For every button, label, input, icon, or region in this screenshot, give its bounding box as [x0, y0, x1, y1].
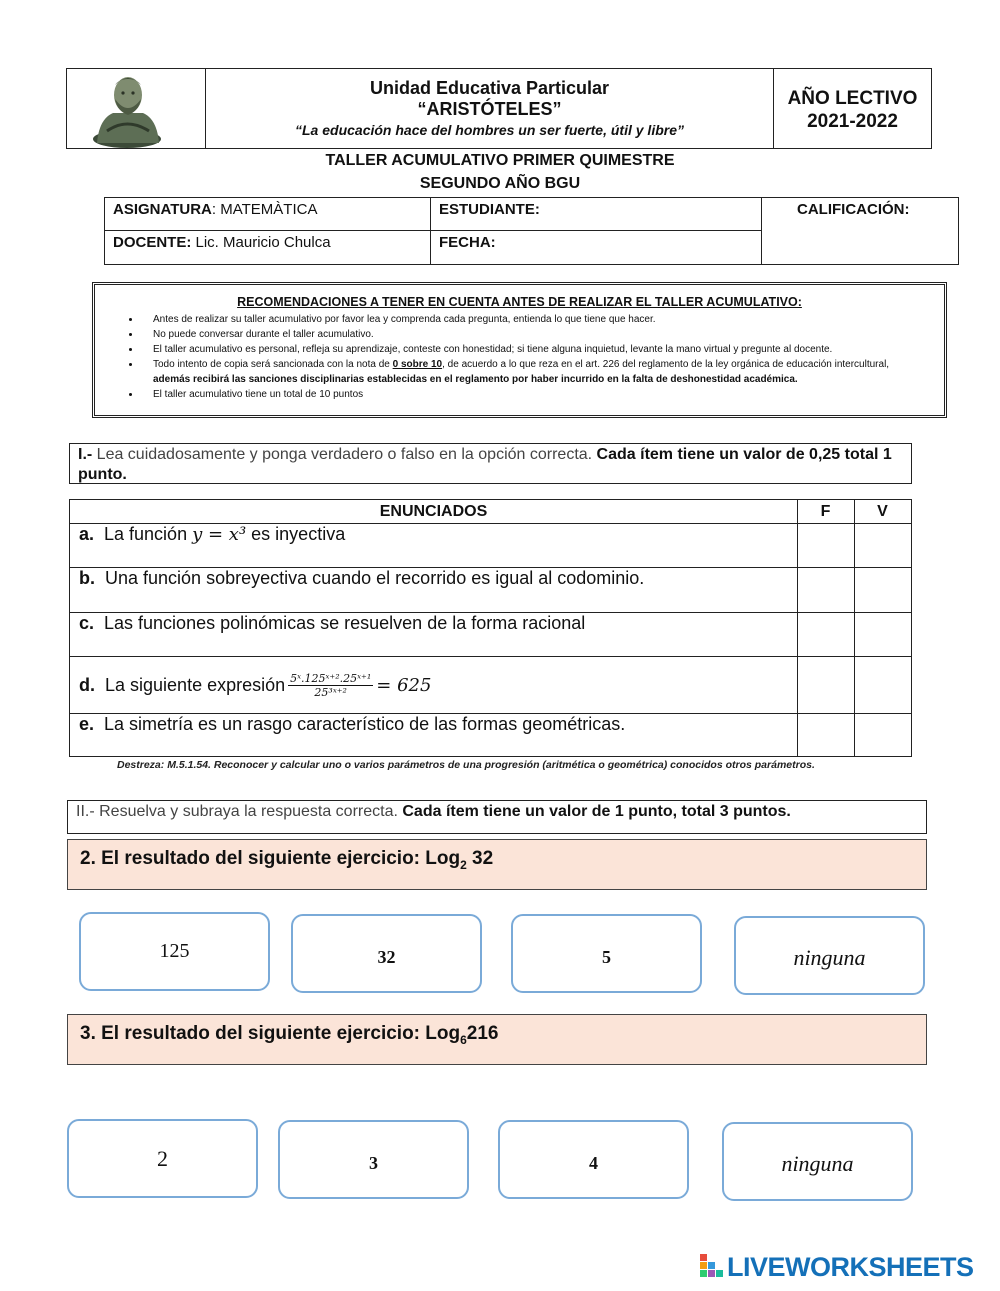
answer-cell-d-v[interactable]: [855, 657, 911, 713]
table-row: d. La siguiente expresión $\frac{\text{5ˣ.125ˣ⁺².25ˣ⁺¹}}{\text{25³ˣ⁺²}}$ = 625: [79, 671, 432, 699]
subject-value: : MATEMÀTICA: [211, 201, 318, 218]
school-motto: “La educación hace del hombres un ser fuerte, útil y libre”: [295, 122, 684, 138]
answer-cell-c-f[interactable]: [798, 613, 854, 656]
q2-option-2[interactable]: 32: [291, 914, 482, 993]
list-item: • El taller acumulativo tiene un total de 10 puntos: [141, 387, 930, 402]
q3-option-3[interactable]: 4: [498, 1120, 689, 1199]
list-item: • No puede conversar durante el taller acumulativo.: [141, 327, 930, 342]
school-logo: [67, 69, 206, 148]
q3-option-4[interactable]: ninguna: [722, 1122, 913, 1201]
aristotle-bust-image: [67, 69, 205, 150]
answer-cell-c-v[interactable]: [855, 613, 911, 656]
destreza-note: Destreza: M.5.1.54. Reconocer y calcular uno o varios parámetros de una progresión (aritmética o geométrica) conocidos otros parámetros.: [117, 759, 815, 771]
list-item: • Antes de realizar su taller acumulativo por favor lea y comprenda cada pregunta, entienda lo que tiene que hacer.: [141, 312, 930, 327]
table-row: a. La función y = x³ es inyectiva: [79, 524, 346, 545]
true-false-table: [69, 499, 912, 757]
year-value: 2021-2022: [807, 111, 898, 132]
recommendations-list: [109, 312, 930, 402]
school-name: “ARISTÓTELES”: [417, 99, 562, 119]
workshop-title: TALLER ACUMULATIVO PRIMER QUIMESTRE: [325, 152, 675, 169]
q3-option-1[interactable]: 2: [67, 1119, 258, 1198]
recommendations-box: [92, 282, 947, 418]
teacher-value: Lic. Mauricio Chulca: [191, 234, 331, 251]
q2-option-1[interactable]: 125: [79, 912, 270, 991]
col-statements: ENUNCIADOS: [379, 503, 488, 520]
answer-cell-b-v[interactable]: [855, 568, 911, 612]
list-item: • Todo intento de copia será sancionada con la nota de 0 sobre 10, de acuerdo a lo que reza en el art. 226 del reglamento de la ley orgánica de educación intercultural, además recibirá las sanciones disciplinarias establecidas en el reglamento por haber incurrido en la falta de deshonestidad académica.: [141, 357, 930, 387]
section-2-instructions: II.- Resuelva y subraya la respuesta correcta. Cada ítem tiene un valor de 1 punto, total 3 puntos.: [67, 800, 927, 834]
answer-cell-e-v[interactable]: [855, 714, 911, 756]
col-true: V: [877, 503, 888, 520]
list-item: • El taller acumulativo es personal, refleja su aprendizaje, conteste con honestidad; si tiene alguna inquietud, levante la mano virtual y pregunte al docente.: [141, 342, 930, 357]
institution-name: Unidad Educativa Particular: [369, 78, 610, 98]
liveworksheets-icon: [700, 1254, 726, 1284]
question-3: 3. El resultado del siguiente ejercicio: Log$_6$216: [67, 1014, 927, 1065]
answer-cell-a-f[interactable]: [798, 524, 854, 567]
question-2: 2. El resultado del siguiente ejercicio: Log$_2$ 32: [67, 839, 927, 890]
table-row: c. Las funciones polinómicas se resuelven de la forma racional: [79, 613, 586, 633]
grade-field: CALIFICACIÓN:: [797, 201, 910, 218]
q2-option-4[interactable]: ninguna: [734, 916, 925, 995]
answer-cell-d-f[interactable]: [798, 657, 854, 713]
table-row: e. La simetría es un rasgo característico de las formas geométricas.: [79, 714, 626, 734]
year-label: AÑO LECTIVO: [787, 88, 918, 109]
q3-option-2[interactable]: 3: [278, 1120, 469, 1199]
subject-label: ASIGNATURA: [113, 201, 212, 218]
q2-option-3[interactable]: 5: [511, 914, 702, 993]
answer-cell-a-v[interactable]: [855, 524, 911, 567]
table-row: b. Una función sobreyectiva cuando el recorrido es igual al codominio.: [79, 568, 645, 588]
teacher-label: DOCENTE:: [113, 234, 192, 251]
col-false: F: [820, 503, 831, 520]
fraction: $\frac{\text{5ˣ.125ˣ⁺².25ˣ⁺¹}}{\text{25³ˣ⁺²}}$: [290, 671, 372, 699]
info-table: [104, 197, 959, 265]
grade-title: SEGUNDO AÑO BGU: [419, 175, 581, 192]
section-1-instructions: I.- Lea cuidadosamente y ponga verdadero o falso en la opción correcta. Cada ítem tiene un valor de 0,25 total 1 punto.: [69, 443, 912, 484]
answer-cell-b-f[interactable]: [798, 568, 854, 612]
answer-cell-e-f[interactable]: [798, 714, 854, 756]
date-field[interactable]: FECHA:: [439, 234, 496, 251]
header-table: [66, 68, 932, 149]
student-field[interactable]: ESTUDIANTE:: [439, 201, 540, 218]
liveworksheets-brand: LIVEWORKSHEETS: [727, 1252, 974, 1282]
liveworksheets-logo: [700, 1252, 1000, 1286]
recommendations-title: RECOMENDACIONES A TENER EN CUENTA ANTES DE REALIZAR EL TALLER ACUMULATIVO:: [237, 295, 802, 309]
